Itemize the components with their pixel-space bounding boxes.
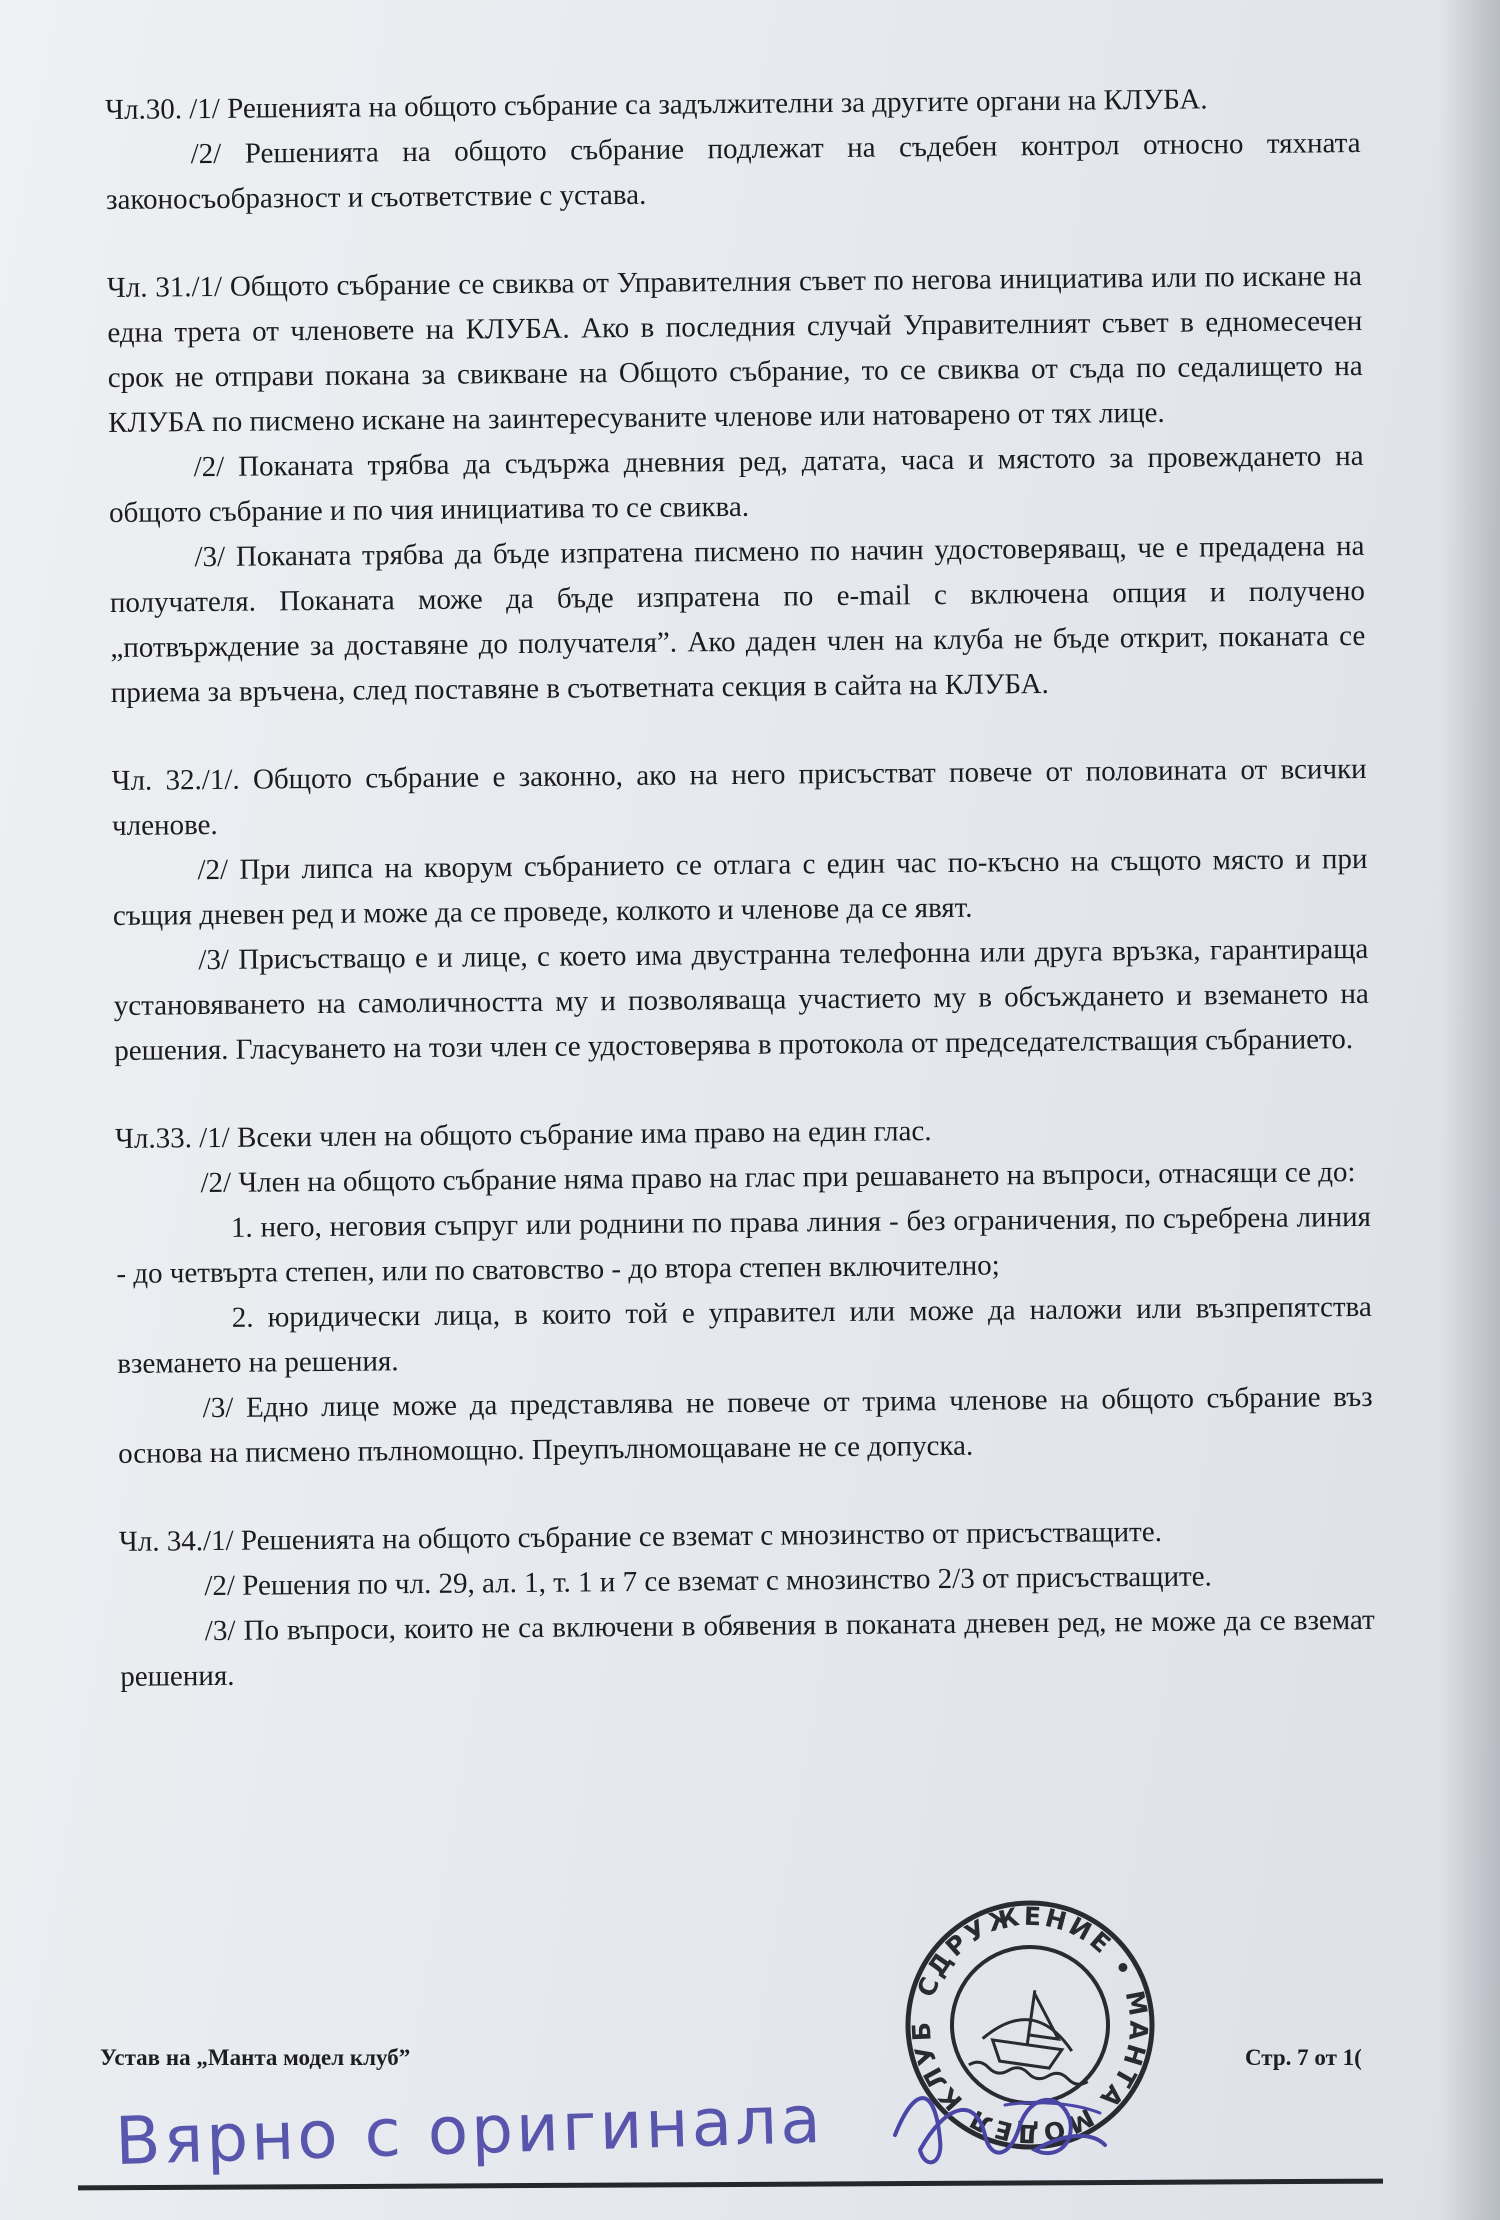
paragraph: Чл. 31./1/ Общото събрание се свиква от Управителния съвет по негова инициатива или по искане на една трета от членовете на КЛУБА. Ако в последния случай Управителният съвет в едномесечен срок не отправи покана за свикване на Общото събрание, то се свиква от съда по седалището на КЛУБА по писмено искане на заинтересуваните членове или натоварено от тях лице.: [106, 259, 1363, 439]
paragraph: /2/ Поканата трябва да съдържа дневния ред, датата, часа и мястото за провеждането на общото събрание и по чия инициатива то се свиква.: [108, 439, 1364, 529]
paragraph: Чл.33. /1/ Всеки член на общото събрание има право на един глас.: [114, 1115, 932, 1155]
article-31: [107, 254, 1366, 716]
paragraph: Чл.30. /1/ Решенията на общото събрание са задължителни за другите органи на КЛУБА.: [105, 83, 1208, 126]
paragraph: /3/ Присъстващо е и лице, с което има двустранна телефонна или друга връзка, гарантираща установяването на самоличността му и позволяваща участието му в обсъждането и вземането на решения. Гласуването на този член се удостоверява в протокола от председателстващия събранието.: [113, 932, 1369, 1067]
paragraph: /3/ Едно лице може да представлява не повече от трима членове на общото събрание въз основа на писмено пълномощно. Преупълномощаване не се допуска.: [117, 1380, 1373, 1470]
page-number: Стр. 7 от 1(: [1245, 2045, 1362, 2070]
paragraph: /2/ Решения по чл. 29, ал. 1, т. 1 и 7 се вземат с мнозинство 2/3 от присъстващите.: [204, 1560, 1212, 1603]
paragraph: Чл. 32./1/. Общото събрание е законно, ако на него присъстват повече от половината от всички членове.: [111, 752, 1367, 842]
page-shadow: [1440, 0, 1500, 2220]
svg-text:СДРУЖЕНИЕ • МАНТА МОДЕЛ КЛУБ •: СДРУЖЕНИЕ • МАНТА МОДЕЛ КЛУБ: [906, 1901, 1154, 2149]
paragraph: /3/ По въпроси, които не са включени в обявения в поканата дневен ред, не може да се вземат решения.: [120, 1603, 1375, 1693]
article-34: [119, 1508, 1376, 1700]
paragraph: /3/ Поканата трябва да бъде изпратена писмено по начин удостоверяващ, че е предадена на получателя. Поканата може да бъде изпратена по e-mail с включена опция и получено „потвърждение за доставяне до получателя”. Ако даден член на клуба не бъде открит, поканата се приема за връчена, след поставяне в съответната секция в сайта на КЛУБА.: [109, 529, 1366, 709]
article-30: [105, 76, 1361, 223]
list-item: 1. него, неговия съпруг или роднини по права линия - без ограничения, по съребрена линия - до четвърта степен, или по сватовство - до втора степен включително;: [116, 1200, 1372, 1290]
paragraph: /2/ При липса на кворум събранието се отлага с един час по-късно на същото място и при същия дневен ред и може да се проведе, колкото и членове да се явят.: [112, 842, 1368, 932]
paragraph: Чл. 34./1/ Решенията на общото събрание се вземат с мнозинство от присъстващите.: [118, 1515, 1163, 1558]
paragraph: /2/ Решенията на общото събрание подлежат на съдебен контрол относно тяхната законосъобразност и съответствие с устава.: [105, 126, 1361, 216]
paragraph: /2/ Член на общото събрание няма право на глас при решаването на въпроси, отнасящи се до:: [200, 1156, 1356, 1200]
handwritten-certification: Вярно с оригинала: [113, 2080, 825, 2181]
document-body: [105, 76, 1376, 1743]
footer-document-title: Устав на „Манта модел клуб”: [100, 2045, 411, 2070]
bottom-rule: [78, 2179, 1383, 2191]
list-item: 2. юридически лица, в които той е управител или може да наложи или възпрепятства вземането на решения.: [117, 1290, 1372, 1380]
article-32: [111, 747, 1369, 1074]
article-33: [115, 1105, 1373, 1477]
signature-icon: [885, 2065, 1115, 2185]
